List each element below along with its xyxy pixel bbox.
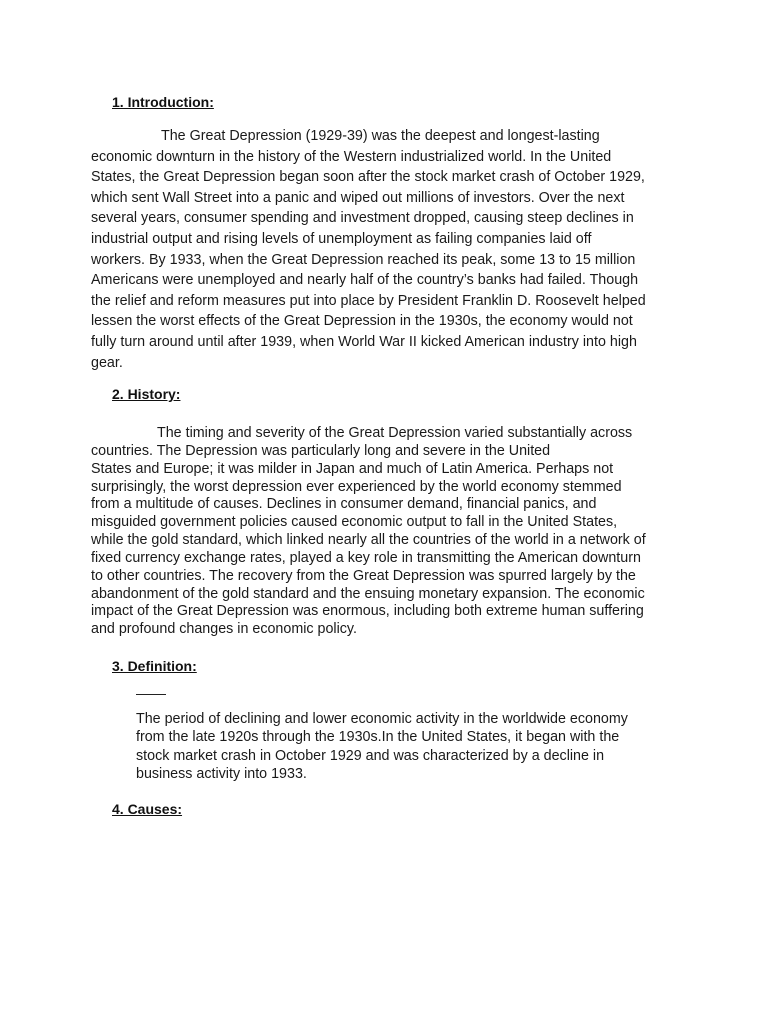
paragraph-line: while the gold standard, which linked nearly all the countries of the world in a network of: [91, 532, 646, 549]
paragraph-line: States and Europe; it was milder in Japan and much of Latin America. Perhaps not: [91, 460, 614, 477]
heading-history: 2. History:: [112, 386, 181, 402]
heading-causes: 4. Causes:: [112, 801, 183, 817]
introduction-paragraph: [91, 126, 646, 373]
paragraph-line: surprisingly, the worst depression ever experienced by the world economy stemmed: [91, 478, 622, 495]
paragraph-line: industrial output and rising levels of unemployment as failing companies laid off: [91, 230, 592, 247]
paragraph-line: The period of declining and lower economic activity in the worldwide economy: [136, 711, 628, 727]
paragraph-line: workers. By 1933, when the Great Depression reached its peak, some 13 to 15 million: [91, 251, 636, 268]
paragraph-line: gear.: [91, 354, 123, 371]
paragraph-line: The timing and severity of the Great Depression varied substantially across: [157, 425, 633, 441]
paragraph-line: from a multitude of causes. Declines in consumer demand, financial panics, and: [91, 496, 597, 513]
definition-paragraph: [136, 710, 628, 783]
blank-underline: [136, 694, 166, 695]
paragraph-line: fixed currency exchange rates, played a key role in transmitting the American downturn: [91, 549, 641, 566]
paragraph-line: several years, consumer spending and investment dropped, causing steep declines in: [91, 210, 634, 227]
paragraph-line: abandonment of the gold standard and the ensuing monetary expansion. The economic: [91, 585, 645, 602]
paragraph-line: countries. The Depression was particularly long and severe in the United: [91, 442, 551, 459]
paragraph-line: economic downturn in the history of the Western industrialized world. In the United: [91, 148, 612, 165]
paragraph-line: to other countries. The recovery from the Great Depression was spurred largely by the: [91, 567, 636, 584]
paragraph-line: which sent Wall Street into a panic and wiped out millions of investors. Over the next: [91, 189, 625, 206]
paragraph-line: from the late 1920s through the 1930s.In the United States, it began with the: [136, 729, 620, 746]
paragraph-line: misguided government policies caused economic output to fall in the United States,: [91, 514, 618, 531]
paragraph-line: impact of the Great Depression was enormous, including both extreme human suffering: [91, 603, 644, 620]
paragraph-line: the relief and reform measures put into place by President Franklin D. Roosevelt helped: [91, 292, 646, 309]
heading-introduction: 1. Introduction:: [112, 94, 214, 110]
paragraph-line: The Great Depression (1929-39) was the deepest and longest-lasting: [161, 128, 600, 144]
paragraph-line: lessen the worst effects of the Great Depression in the 1930s, the economy would not: [91, 313, 633, 330]
paragraph-line: Americans were unemployed and nearly half of the country’s banks had failed. Though: [91, 272, 639, 289]
history-paragraph: [91, 425, 646, 639]
paragraph-line: and profound changes in economic policy.: [91, 621, 357, 638]
heading-definition: 3. Definition:: [112, 658, 197, 674]
paragraph-line: fully turn around until after 1939, when World War II kicked American industry into high: [91, 333, 637, 350]
paragraph-line: States, the Great Depression began soon after the stock market crash of October 1929,: [91, 169, 645, 186]
paragraph-line: stock market crash in October 1929 and was characterized by a decline in: [136, 747, 605, 764]
paragraph-line: business activity into 1933.: [136, 765, 307, 782]
